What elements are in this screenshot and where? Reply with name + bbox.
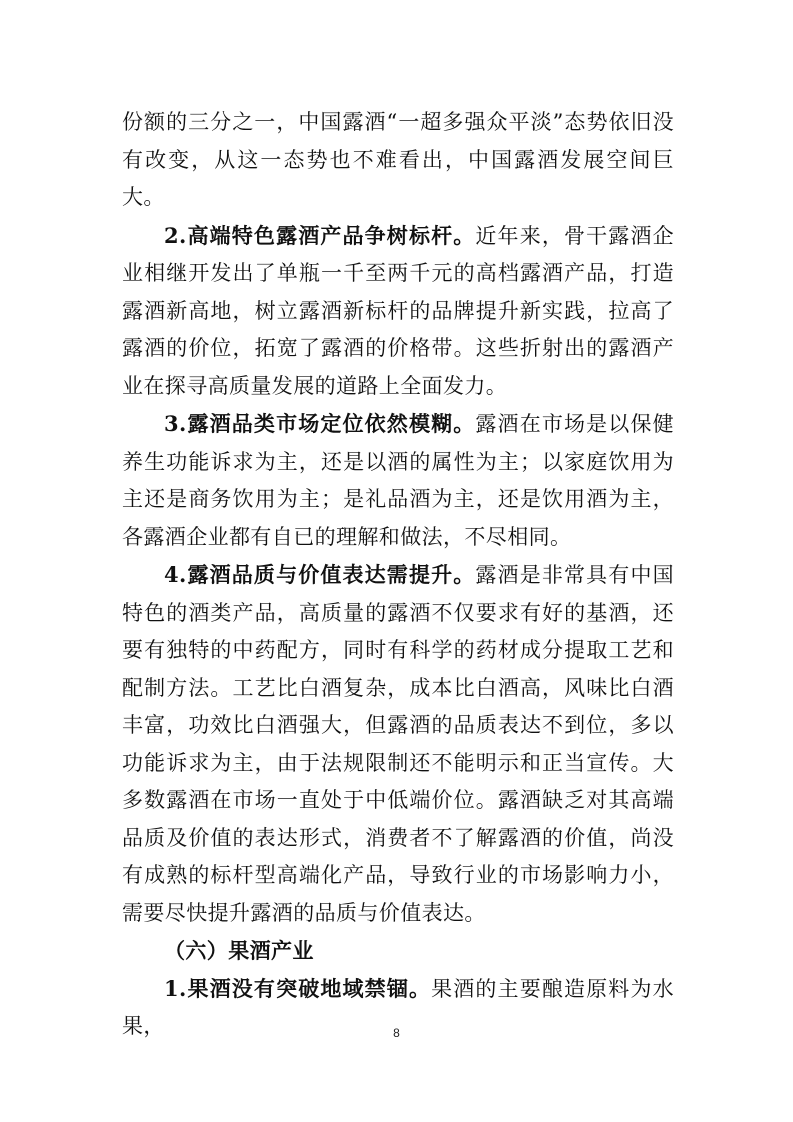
paragraph-text: 近年来，骨干露酒企业相继开发出了单瓶一千至两千元的高档露酒产品，打造露酒新高地，树立露酒新标杆的品牌提升新实践，拉高了露酒的价位，拓宽了露酒的价格带。这些折射出的露酒产业在探寻高质量发展的道路上全面发力。: [122, 223, 674, 398]
page-number: 8: [393, 1026, 400, 1040]
paragraph-text: 露酒在市场是以保健养生功能诉求为主，还是以酒的属性为主；以家庭饮用为主还是商务饮用为主；是礼品酒为主，还是饮用酒为主，各露酒企业都有自已的理解和做法，不尽相同。: [122, 412, 674, 549]
paragraph-heading: 1.果酒没有突破地域禁锢。: [164, 975, 432, 1001]
paragraph-text: 露酒是非常具有中国特色的酒类产品，高质量的露酒不仅要求有好的基酒，还要有独特的中药配方，同时有科学的药材成分提取工艺和配制方法。工艺比白酒复杂，成本比白酒高，风味比白酒丰富，功效比白酒强大，但露酒的品质表达不到位，多以功能诉求为主，由于法规限制还不能明示和正当宣传。大多数露酒在市场一直处于中低端价位。露酒缺乏对其高端品质及价值的表达形式，消费者不了解露酒的价值，尚没有成熟的标杆型高端化产品，导致行业的市场影响力小，需要尽快提升露酒的品质与价值表达。: [122, 563, 674, 925]
paragraph-high-end-products: [122, 217, 674, 406]
paragraph-text: 份额的三分之一，中国露酒“一超多强众平淡”态势依旧没有改变，从这一态势也不难看出，中国露酒发展空间巨大。: [122, 110, 674, 209]
section-heading: （六）果酒产业: [164, 938, 314, 963]
paragraph-heading: 2.高端特色露酒产品争树标杆。: [164, 222, 476, 248]
paragraph-market-positioning: [122, 405, 674, 556]
paragraph-continued: [122, 104, 674, 217]
paragraph-heading: 4.露酒品质与价值表达需提升。: [164, 562, 476, 587]
document-body: [122, 104, 674, 1046]
paragraph-quality-value: [122, 556, 674, 932]
paragraph-text: 果酒的主要酿造原料为水果，: [122, 976, 674, 1038]
paragraph-heading: 3.露酒品类市场定位依然模糊。: [164, 411, 476, 436]
